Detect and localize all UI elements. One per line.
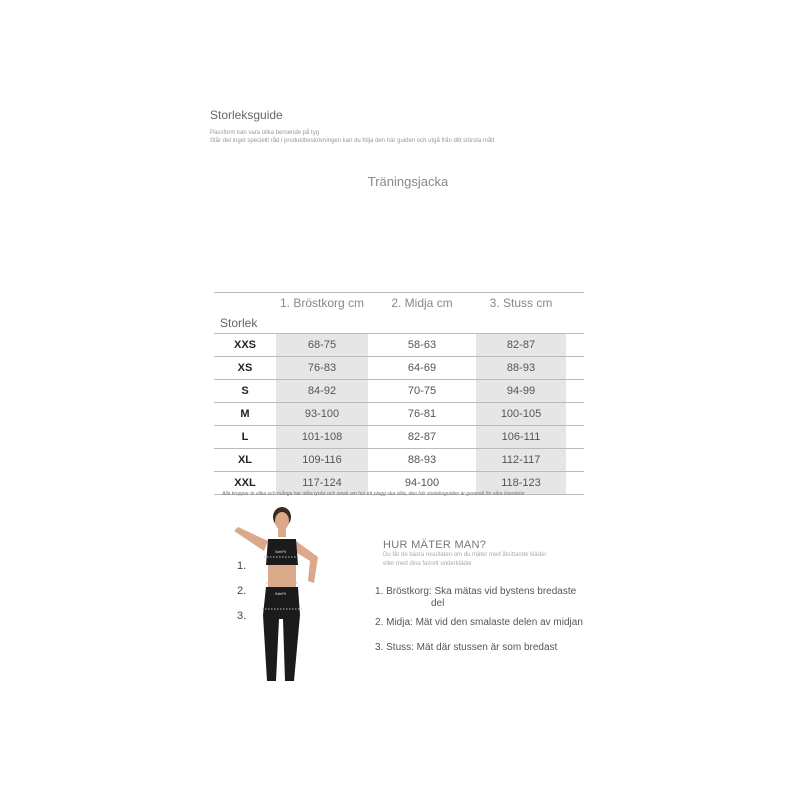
- table-row: [214, 426, 584, 449]
- waist-cell: 94-100: [368, 472, 476, 495]
- product-title: Träningsjacka: [367, 174, 449, 189]
- step-hips: 3. Stuss: Mät där stussen är som bredast: [375, 642, 558, 653]
- waist-cell: 76-81: [368, 403, 476, 426]
- size-cell: M: [214, 403, 276, 426]
- table-footnote: Alla kroppar är olika och många har olika tycke och smak om hur ett plagg ska sitta, den här storleksguiden är generell för våra överdelar: [222, 491, 525, 497]
- bra-brand-logo: SafeFit: [275, 550, 287, 554]
- chest-cell: 84-92: [276, 380, 368, 403]
- step-chest: 1. Bröstkorg: Ska mätas vid bystens bredaste: [375, 586, 577, 597]
- table-row: [214, 380, 584, 403]
- chest-cell: 101-108: [276, 426, 368, 449]
- step-chest-continued: del: [431, 598, 445, 609]
- figure-number-1: 1.: [237, 560, 247, 572]
- table-row: [214, 403, 584, 426]
- hips-cell: 112-117: [476, 449, 566, 472]
- waist-cell: 82-87: [368, 426, 476, 449]
- hips-cell: 82-87: [476, 334, 566, 357]
- how-to-measure-subtitle-2: eller med dina favorit underkläder: [383, 561, 473, 567]
- table-row: [214, 357, 584, 380]
- chest-cell: 68-75: [276, 334, 368, 357]
- hips-cell: 94-99: [476, 380, 566, 403]
- chest-cell: 109-116: [276, 449, 368, 472]
- table-header-row: [214, 293, 584, 313]
- size-cell: XS: [214, 357, 276, 380]
- size-table: [214, 292, 584, 495]
- hips-cell: 100-105: [476, 403, 566, 426]
- size-cell: XXL: [214, 472, 276, 495]
- step-waist: 2. Midja: Mät vid den smalaste delen av midjan: [375, 617, 583, 628]
- size-label: Storlek: [214, 312, 584, 334]
- chest-cell: 117-124: [276, 472, 368, 495]
- waist-cell: 64-69: [368, 357, 476, 380]
- page-title: Storleksguide: [210, 108, 283, 122]
- guide-note: Står det inget speciellt råd i produktbeskrivningen kan du följa den här guiden och utgå från ditt största mått: [210, 138, 495, 144]
- size-cell: XL: [214, 449, 276, 472]
- size-cell: S: [214, 380, 276, 403]
- hips-cell: 88-93: [476, 357, 566, 380]
- waist-cell: 88-93: [368, 449, 476, 472]
- table-row: [214, 449, 584, 472]
- size-cell: XXS: [214, 334, 276, 357]
- hips-cell: 118-123: [476, 472, 566, 495]
- table-row: [214, 334, 584, 357]
- chest-cell: 93-100: [276, 403, 368, 426]
- figure-number-3: 3.: [237, 610, 247, 622]
- header-hips: 3. Stuss cm: [489, 295, 553, 310]
- chest-cell: 76-83: [276, 357, 368, 380]
- size-label-row: [214, 312, 584, 334]
- how-to-measure-title: HUR MÄTER MAN?: [383, 539, 487, 551]
- size-cell: L: [214, 426, 276, 449]
- figure-number-2: 2.: [237, 585, 247, 597]
- hips-cell: 106-111: [476, 426, 566, 449]
- waist-cell: 58-63: [368, 334, 476, 357]
- header-empty: [214, 293, 276, 313]
- fit-note: Passform kan vara olika beroende på tyg: [210, 130, 320, 136]
- leggings-brand-logo: SafeFit: [275, 592, 287, 596]
- header-waist: 2. Midja cm: [391, 295, 453, 310]
- waist-cell: 70-75: [368, 380, 476, 403]
- header-chest: 1. Bröstkorg cm: [279, 295, 365, 310]
- how-to-measure-subtitle-1: Du får de bästa resultaten om du mäter med åtsittande kläder: [383, 552, 547, 558]
